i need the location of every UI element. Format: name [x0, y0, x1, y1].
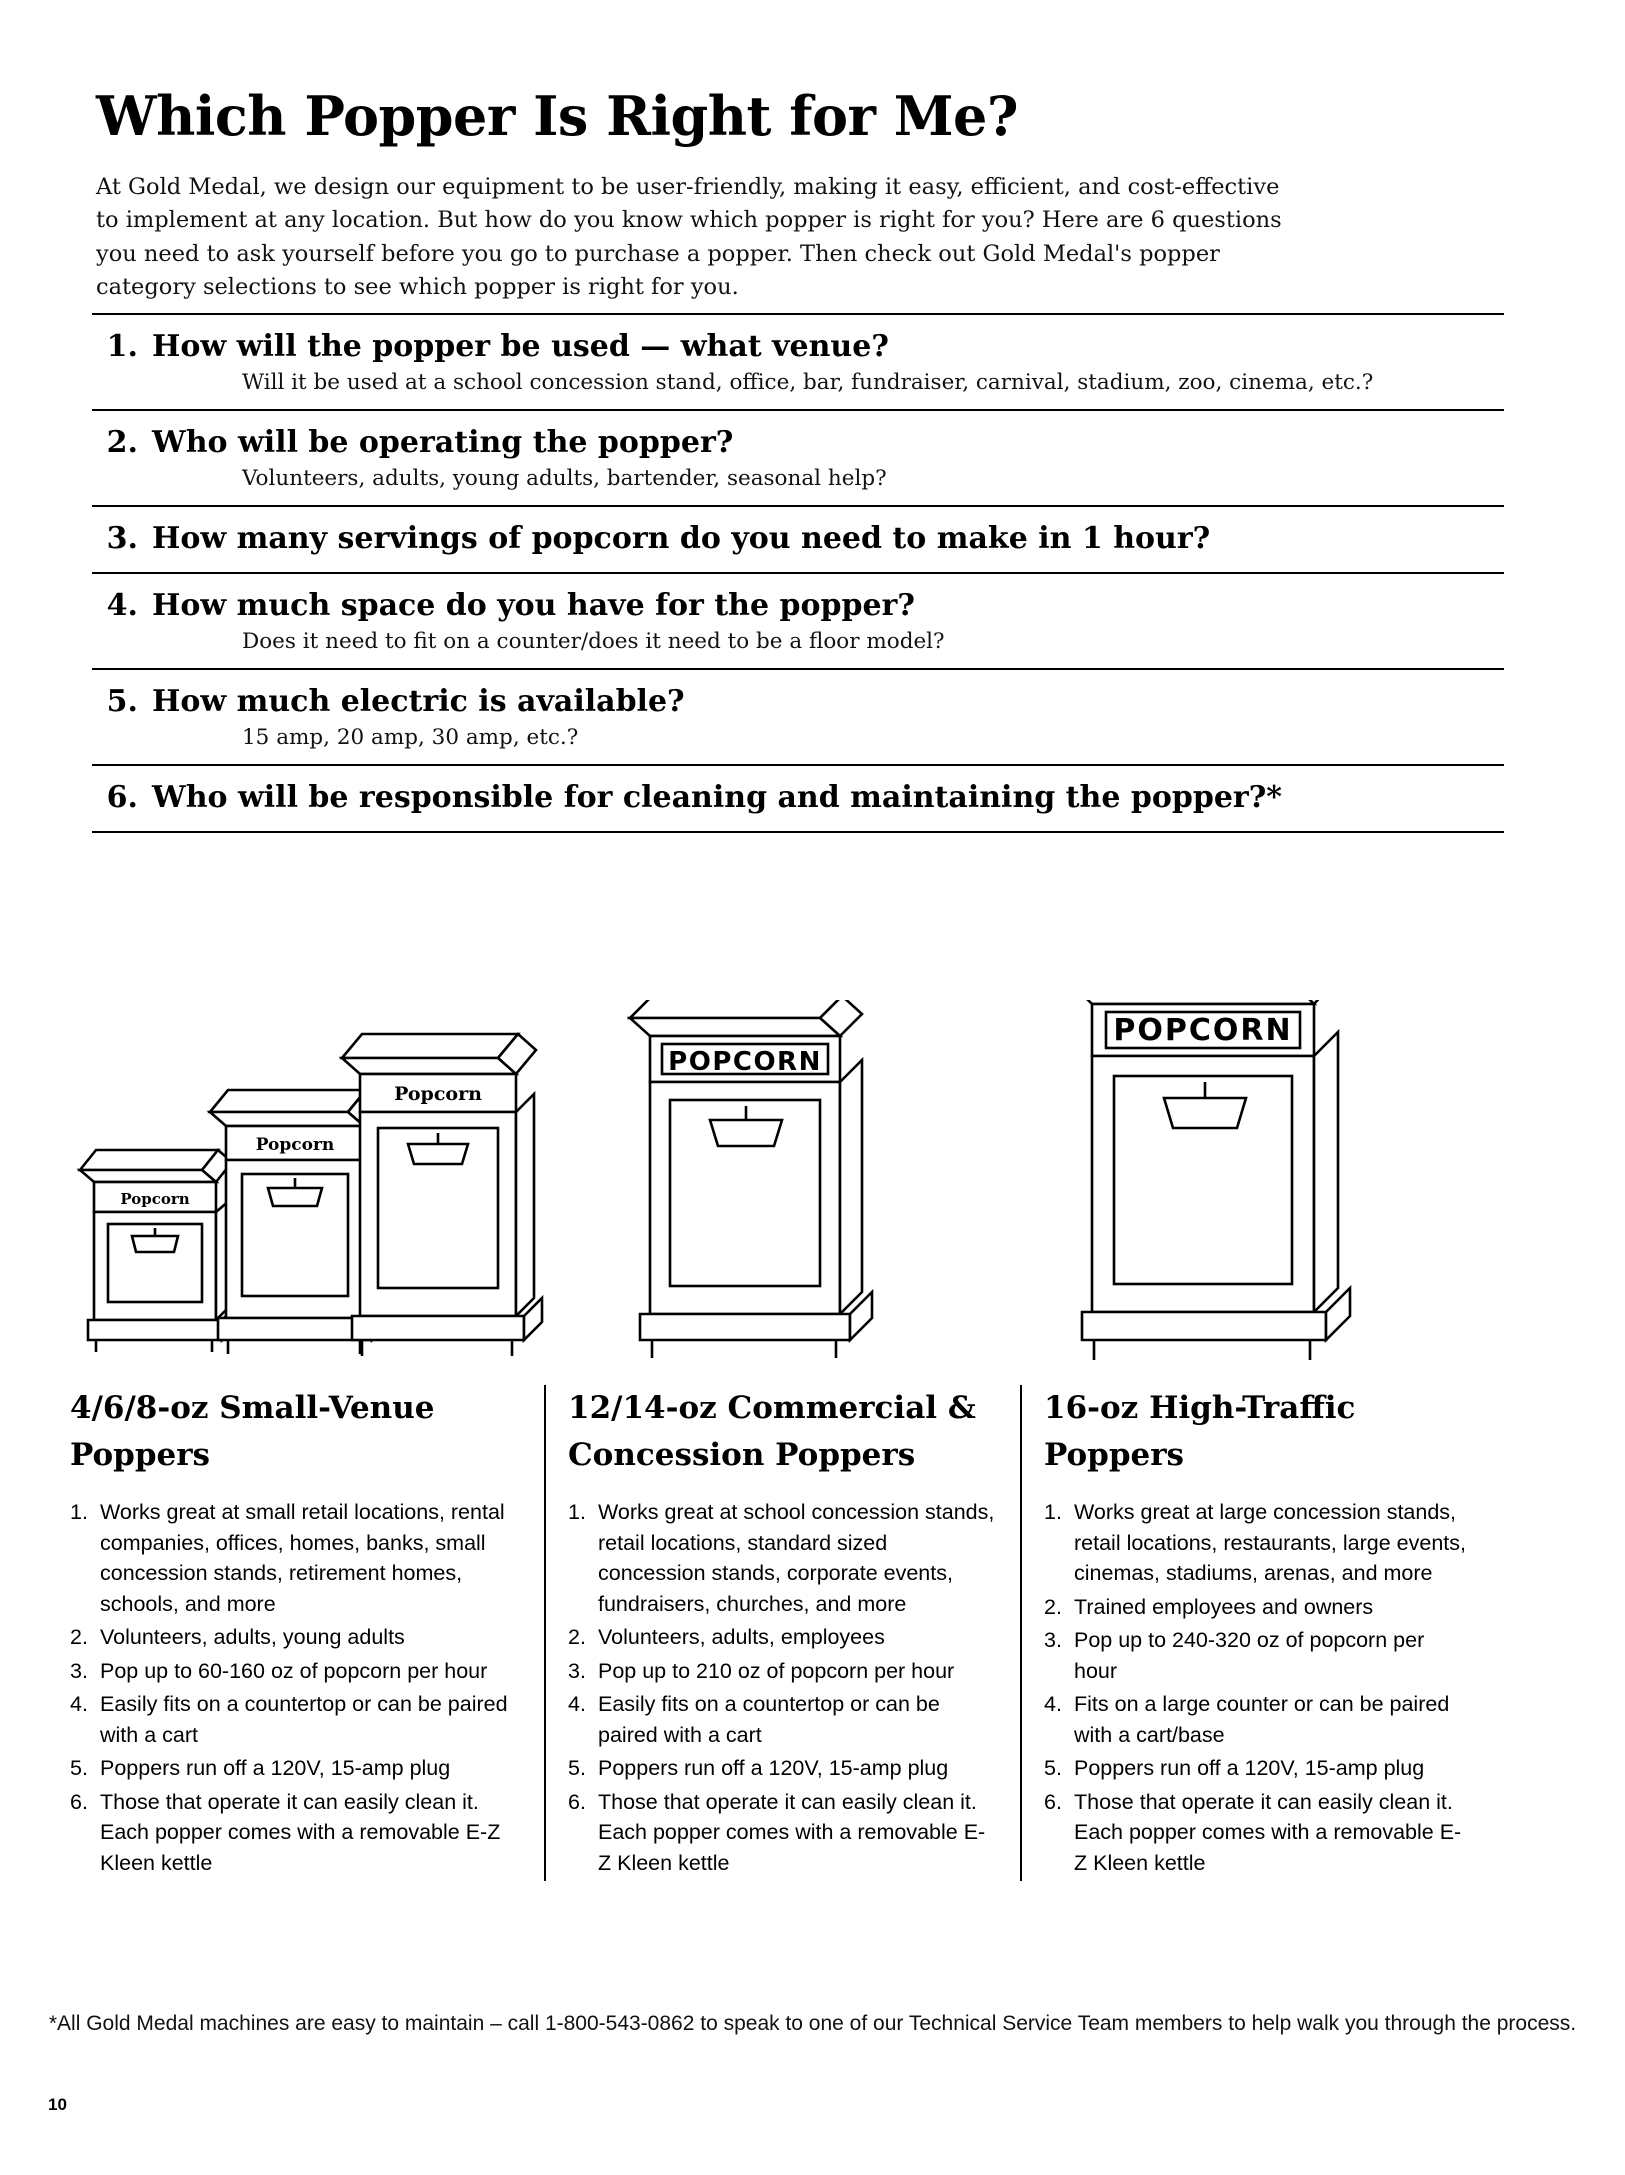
question-text: How much electric is available?: [152, 684, 685, 719]
question-item: [92, 505, 1504, 572]
category-feature-list: [70, 1497, 522, 1878]
question-item: [92, 668, 1504, 764]
list-item: Poppers run off a 120V, 15-amp plug: [1074, 1756, 1425, 1780]
category-column-small-venue: [70, 1385, 544, 1881]
popper-illustration-svg: [60, 1000, 1360, 1365]
list-item: Poppers run off a 120V, 15-amp plug: [598, 1756, 949, 1780]
question-text: Who will be operating the popper?: [152, 425, 734, 460]
question-number: 4.: [106, 588, 138, 623]
popper-label-high-traffic: POPCORN: [1113, 1013, 1293, 1048]
popper-illustrations: [60, 1000, 1360, 1365]
list-item: Poppers run off a 120V, 15-amp plug: [100, 1756, 451, 1780]
question-text: Who will be responsible for cleaning and maintaining the popper?*: [152, 780, 1282, 815]
question-text: How many servings of popcorn do you need to make in 1 hour?: [152, 521, 1211, 556]
list-item: Pop up to 240-320 oz of popcorn per hour: [1074, 1628, 1425, 1683]
category-feature-list: [1044, 1497, 1468, 1878]
category-column-high-traffic: [1020, 1385, 1490, 1881]
category-title: 12/14-oz Commercial & Concession Poppers: [568, 1390, 976, 1473]
question-item: [92, 572, 1504, 668]
popper-categories: [70, 1385, 1490, 1881]
popper-high-traffic: [1070, 1000, 1350, 1360]
intro-paragraph: At Gold Medal, we design our equipment to be user-friendly, making it easy, efficient, and cost-effective to implement at any location. But how do you know which popper is right for you? Here are 6 questions you need to ask yourself before you go to purchase a popper. Then check out Gold Medal's popper category selections to see which popper is right for you.: [96, 173, 1282, 300]
question-item: [92, 409, 1504, 505]
list-item: Those that operate it can easily clean it. Each popper comes with a removable E-Z Kleen kettle: [100, 1789, 501, 1875]
popper-label-small-2: Popcorn: [255, 1135, 335, 1155]
list-item: Works great at small retail locations, rental companies, offices, homes, banks, small concession stands, retirement homes, schools, and more: [100, 1500, 505, 1616]
question-subtext: Will it be used at a school concession stand, office, bar, fundraiser, carnival, stadium, zoo, cinema, etc.?: [242, 370, 1374, 395]
list-item: Fits on a large counter or can be paired with a cart/base: [1074, 1692, 1450, 1747]
question-subtext: Does it need to fit on a counter/does it need to be a floor model?: [242, 629, 945, 654]
list-item: Those that operate it can easily clean it. Each popper comes with a removable E-Z Kleen kettle: [598, 1789, 986, 1875]
list-item: Those that operate it can easily clean it. Each popper comes with a removable E-Z Kleen kettle: [1074, 1789, 1462, 1875]
list-item: Volunteers, adults, young adults: [100, 1625, 405, 1649]
category-title: 16-oz High-Traffic Poppers: [1044, 1390, 1356, 1473]
category-column-commercial: [544, 1385, 1020, 1881]
popper-small-4oz: [80, 1150, 236, 1352]
list-item: Trained employees and owners: [1074, 1594, 1374, 1619]
page-number: 10: [48, 2095, 67, 2114]
question-item: [92, 764, 1504, 833]
list-item: Pop up to 210 oz of popcorn per hour: [598, 1658, 955, 1683]
list-item: Volunteers, adults, employees: [598, 1625, 885, 1649]
question-subtext: 15 amp, 20 amp, 30 amp, etc.?: [242, 725, 579, 750]
popper-label-small-3: Popcorn: [394, 1083, 482, 1105]
question-subtext: Volunteers, adults, young adults, bartender, seasonal help?: [242, 466, 887, 491]
question-number: 2.: [106, 425, 138, 460]
popper-label-commercial: POPCORN: [668, 1047, 822, 1077]
question-number: 6.: [106, 780, 138, 815]
list-item: Works great at large concession stands, retail locations, restaurants, large events, cinemas, stadiums, arenas, and more: [1074, 1500, 1466, 1585]
questions-list: [92, 313, 1504, 833]
list-item: Pop up to 60-160 oz of popcorn per hour: [100, 1658, 488, 1683]
footnote: *All Gold Medal machines are easy to maintain – call 1-800-543-0862 to speak to one of our Technical Service Team members to help walk you through the process.: [48, 2012, 1577, 2035]
question-number: 5.: [106, 684, 138, 719]
list-item: Works great at school concession stands, retail locations, standard sized concession stands, corporate events, fundraisers, churches, and more: [598, 1500, 995, 1616]
list-item: Easily fits on a countertop or can be paired with a cart: [598, 1692, 940, 1747]
question-text: How will the popper be used — what venue?: [152, 329, 889, 364]
list-item: Easily fits on a countertop or can be paired with a cart: [100, 1692, 508, 1747]
popper-label-small-1: Popcorn: [120, 1190, 190, 1208]
question-text: How much space do you have for the popper?: [152, 588, 915, 623]
category-title: 4/6/8-oz Small-Venue Poppers: [70, 1390, 435, 1473]
question-number: 1.: [106, 329, 138, 364]
question-item: [92, 313, 1504, 409]
question-number: 3.: [106, 521, 138, 556]
category-feature-list: [568, 1497, 998, 1878]
page-title: Which Popper Is Right for Me?: [96, 84, 1019, 149]
